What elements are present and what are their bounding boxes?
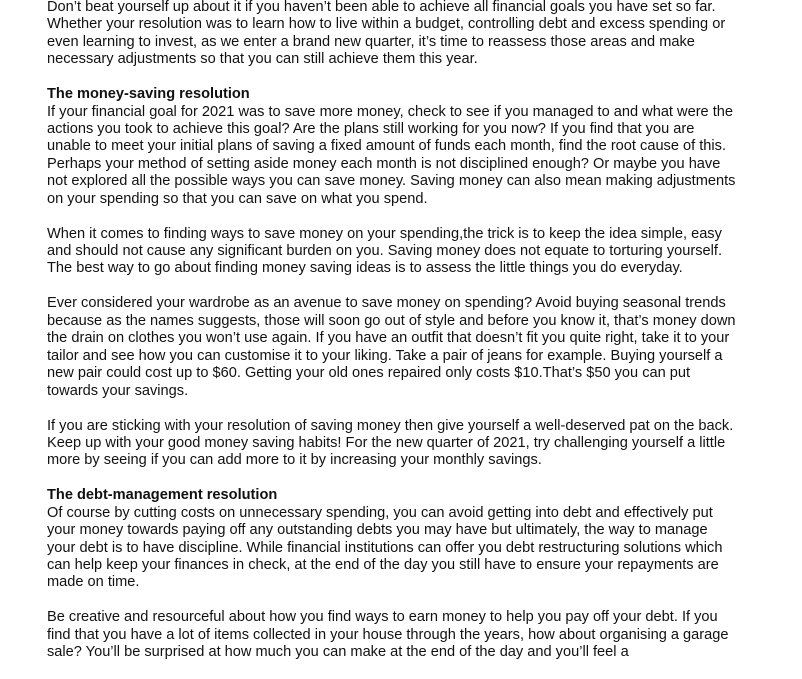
paragraph: Ever considered your wardrobe as an avenue to save money on spending? Avoid buying seasonal trends because as the names suggests, those will soon go out of style and before you know it, that’s money down the drain on clothes you won’t use again. If you have an outfit that doesn’t fit you quite right, take it to your tailor and see how you can customise it to your liking. Take a pair of jeans for example. Buying yourself a new pair could cost up to $60. Getting your old ones repaired only costs $10.That’s $50 you can put towards your savings. <box>47 295 736 399</box>
paragraph: If you are sticking with your resolution of saving money then give yourself a well-deserved pat on the back. Keep up with your good money saving habits! For the new quarter of 2021, try challenging yourself a little more by seeing if you can add more to it by increasing your monthly savings. <box>47 417 734 469</box>
paragraph: If your financial goal for 2021 was to save more money, check to see if you managed to and what were the actions you took to achieve this goal? Are the plans still working for you now? If you find that you are unable to meet your initial plans of saving a fixed amount of funds each month, find the root cause of this. Perhaps your method of setting aside money each month is not disciplined enough? Or maybe you have not explored all the possible ways you can save money. Saving money can also mean making adjustments on your spending so that you can save on what you spend. <box>47 103 736 207</box>
debt-management-section <box>47 487 737 661</box>
intro-paragraph: Don’t beat yourself up about it if you haven’t been able to achieve all financial goals you have set so far. Whether your resolution was to learn how to live within a budget, controlling debt and excess spending or even learning to invest, as we enter a brand new quarter, it’s time to reassess those areas and make necessary adjustments so that you can still achieve them this year. <box>47 0 726 68</box>
document-page <box>47 0 737 679</box>
section-heading: The money-saving resolution <box>47 86 250 103</box>
paragraph: Of course by cutting costs on unnecessary spending, you can avoid getting into debt and effectively put your money towards paying off any outstanding debts you may have but ultimately, the way to manage your debt is to have discipline. While financial institutions can offer you debt restructuring solutions which can help keep your finances in check, at the end of the day you still have to ensure your repayments are made on time. <box>47 504 723 591</box>
paragraph: Be creative and resourceful about how you find ways to earn money to help you pay off your debt. If you find that you have a lot of items collected in your house through the years, how about organising a garage sale? You’ll be surprised at how much you can make at the end of the day and you’ll feel a <box>47 609 729 661</box>
section-heading: The debt-management resolution <box>47 487 278 504</box>
paragraph: When it comes to finding ways to save money on your spending,the trick is to keep the idea simple, easy and should not cause any significant burden on you. Saving money does not equate to torturing yourself. The best way to go about finding money saving ideas is to assess the little things you do everyday. <box>47 225 722 277</box>
money-saving-section <box>47 86 737 470</box>
